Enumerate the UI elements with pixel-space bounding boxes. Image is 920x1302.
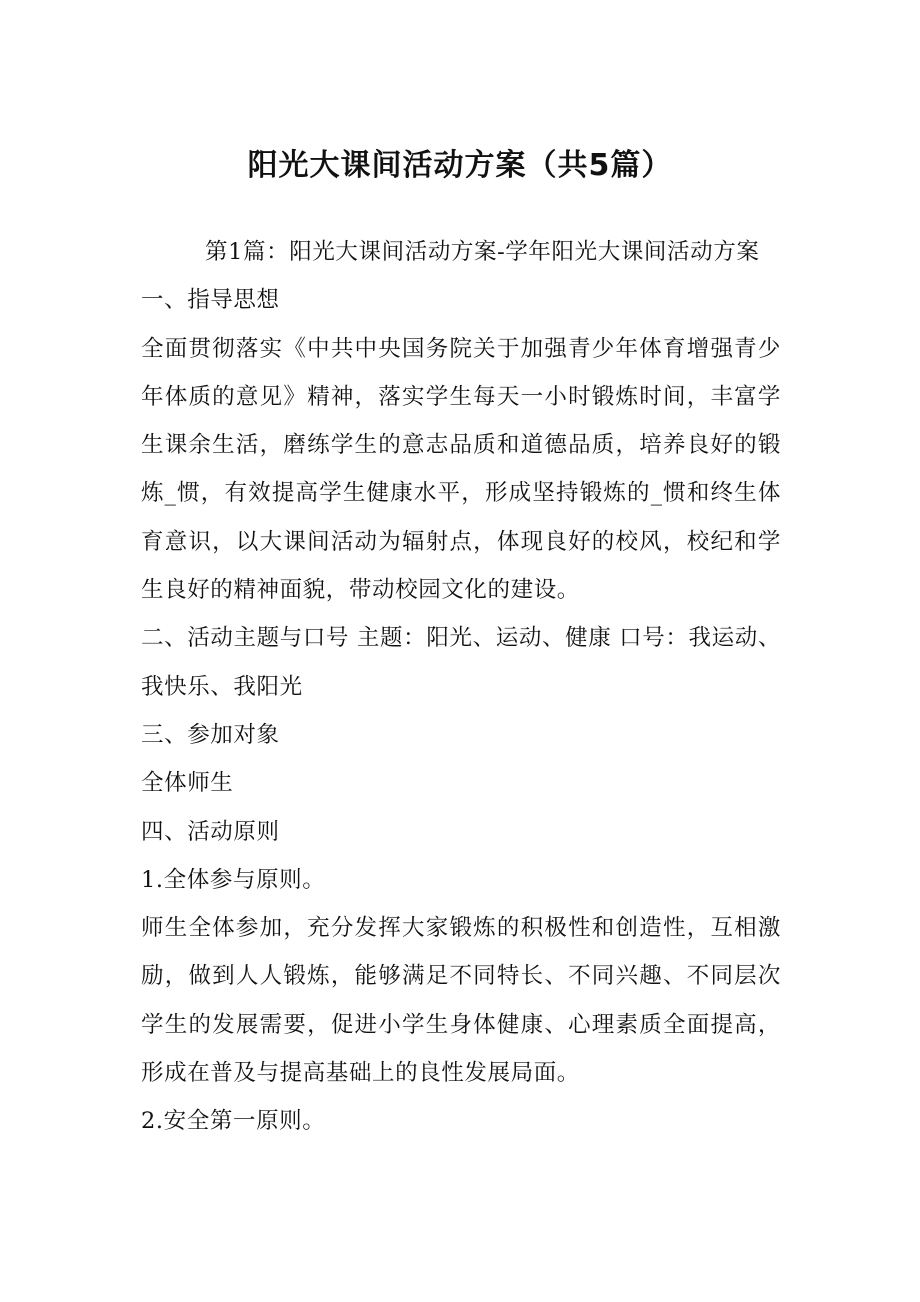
document-title: 阳光大课间活动方案（共5篇） [247,148,673,183]
principle-1-heading: 1.全体参与原则。 [141,866,326,893]
paragraph-participants: 全体师生 [141,770,234,797]
section-heading-guiding-ideology: 一、指导思想 [141,287,280,314]
section-heading-principles: 四、活动原则 [141,818,280,845]
section-heading-theme-slogan: 二、活动主题与口号 主题：阳光、运动、健康 口号：我运动、我快乐、我阳光 [141,625,781,700]
paragraph-principle-1: 师生全体参加，充分发挥大家锻炼的积极性和创造性，互相激励，做到人人锻炼，能够满足不同特长、不同兴趣、不同层次学生的发展需要，促进小学生身体健康、心理素质全面提高，形成在普及与提高基础上的良性发展局面。 [141,915,781,1087]
paragraph-chapter-heading: 第1篇：阳光大课间活动方案-学年阳光大课间活动方案 [205,239,760,265]
paragraph-guiding-ideology: 全面贯彻落实《中共中央国务院关于加强青少年体育增强青少年体质的意见》精神，落实学生每天一小时锻炼时间，丰富学生课余生活，磨练学生的意志品质和道德品质，培养良好的锻炼_惯，有效提高学生健康水平，形成坚持锻炼的_惯和终生体育意识，以大课间活动为辐射点，体现良好的校风，校纪和学生良好的精神面貌，带动校园文化的建设。 [141,335,781,604]
principle-2-heading: 2.安全第一原则。 [141,1108,326,1135]
section-heading-participants: 三、参加对象 [141,721,280,748]
document-body [141,228,781,1146]
